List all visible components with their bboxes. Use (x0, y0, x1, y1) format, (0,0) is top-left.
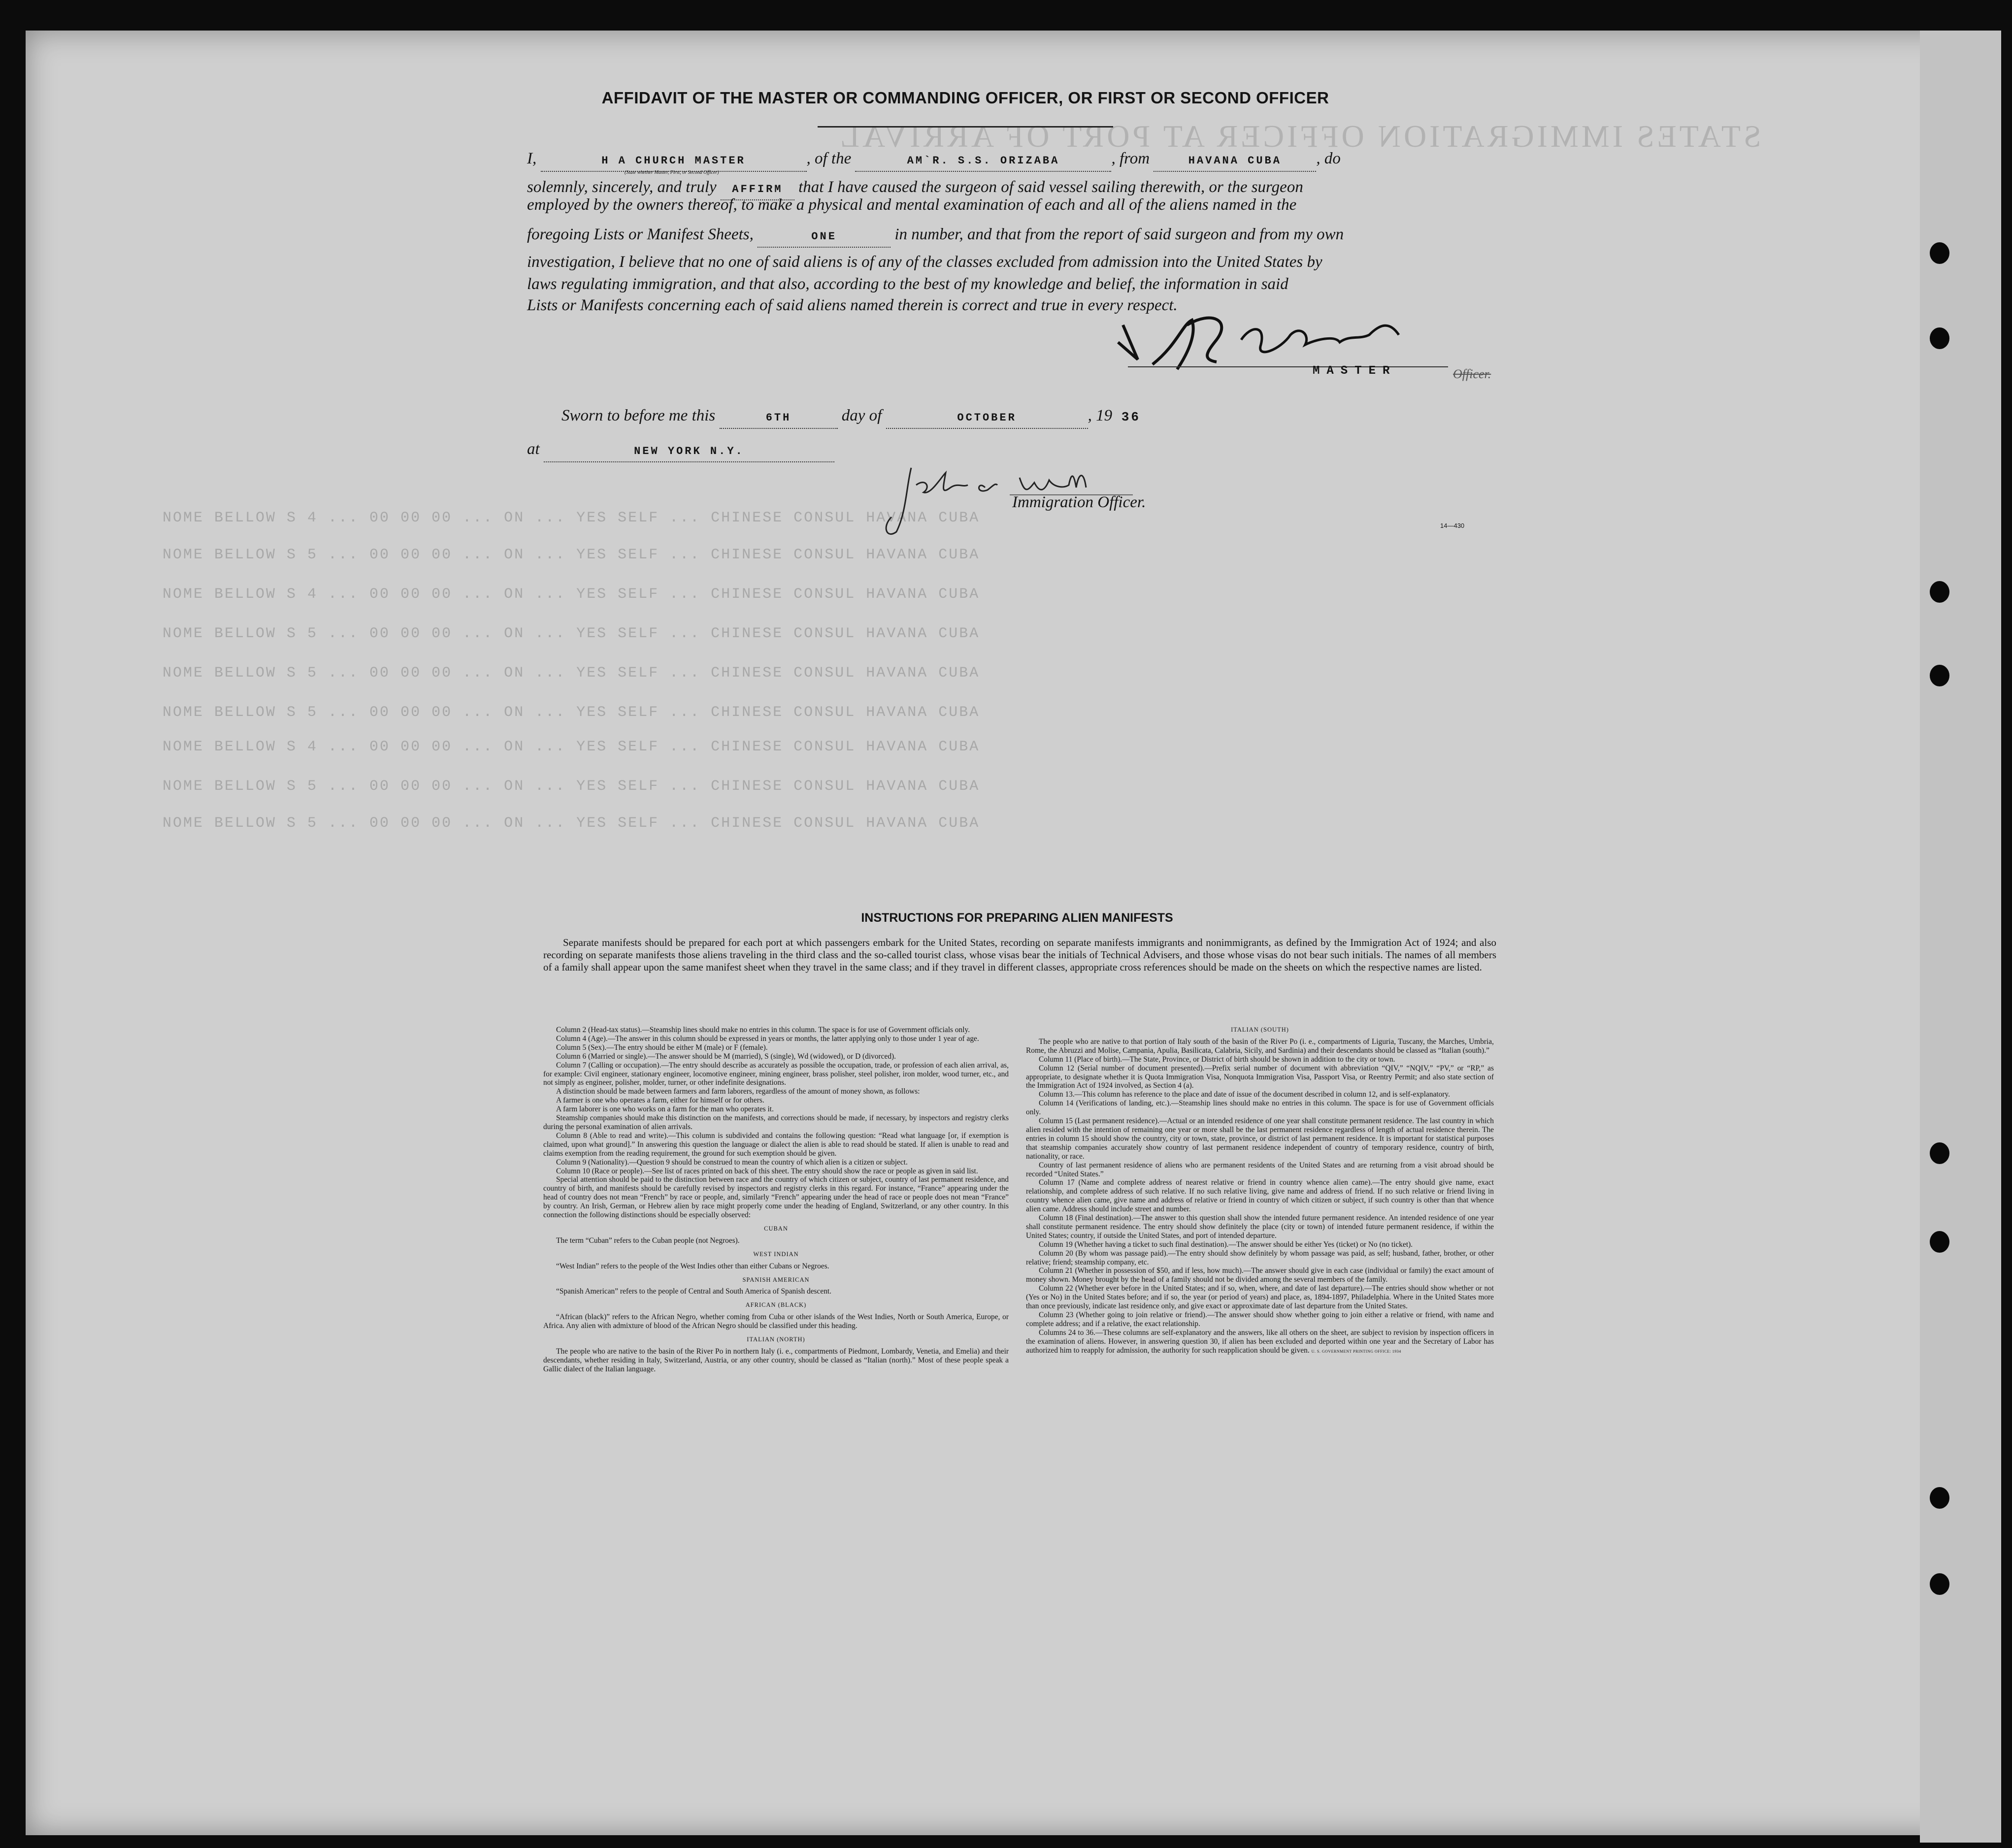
section-header: CUBAN (764, 1225, 788, 1232)
instruction-paragraph: A farmer is one who operates a farm, either for himself or for others. (556, 1096, 764, 1105)
instructions-left-column (543, 1026, 1009, 1374)
instruction-paragraph: The term “Cuban” refers to the Cuban people (not Negroes). (556, 1236, 740, 1245)
instructions-right-column (1026, 1026, 1494, 1356)
text: foregoing Lists or Manifest Sheets, (527, 226, 754, 243)
text: in number, and that from the report of said surgeon and from my own (894, 226, 1344, 243)
bleed-through-row: NOME BELLOW S 5 ... 00 00 00 ... ON ... YES SELF ... CHINESE CONSUL HAVANA CUBA (163, 704, 980, 721)
bleed-through-row: NOME BELLOW S 5 ... 00 00 00 ... ON ... YES SELF ... CHINESE CONSUL HAVANA CUBA (163, 547, 980, 563)
instruction-paragraph: “African (black)” refers to the African Negro, whether coming from Cuba or other islands of the West Indies, North or South America, Europe, or Africa. Any alien with admixture of blood of the African Negro should be classified under this heading. (543, 1313, 1009, 1330)
place-field: NEW YORK N.Y. (544, 442, 834, 462)
bleed-through-row: NOME BELLOW S 4 ... 00 00 00 ... ON ... YES SELF ... CHINESE CONSUL HAVANA CUBA (163, 739, 980, 755)
affidavit-line-3: employed by the owners thereof, to make a physical and mental examination of each and all of the aliens named in the (527, 196, 1297, 214)
vessel-field: AM`R. S.S. ORIZABA (855, 151, 1111, 172)
form-number: 14—430 (1440, 522, 1465, 529)
master-signature (1103, 305, 1458, 379)
instruction-paragraph: Column 18 (Final destination).—The answer to this question shall show the intended future permanent residence. An intended residence of one year shall constitute permanent residence. The entry should show definitely the place (city or town) of intended future permanent residence, if within the United States; country, if outside the United States, and port of intended departure. (1026, 1214, 1494, 1240)
affidavit-line-6: laws regulating immigration, and that also, according to the best of my knowledge and belief, the information in said (527, 275, 1288, 293)
instruction-paragraph: Column 23 (Whether going to join relative or friend).—The answer should show whether going to join either a relative or friend, with name and complete address; and if a relative, the exact relationship. (1026, 1311, 1494, 1328)
affidavit-line-1 (527, 149, 1341, 172)
master-name-field: H A CHURCH MASTER (541, 151, 807, 172)
instruction-paragraph: Column 17 (Name and complete address of nearest relative or friend in country whence alien came).—The entry should give name, exact relationship, and complete address of such relative. If no such relative living, give name and address of friend. If no such relative or friend living in country whence alien came, give name and address of relative or friend in country of which citizen or subject, if such country is other than that whence alien came. Address should include street and number. (1026, 1178, 1494, 1214)
signer-title: MASTER (1313, 364, 1397, 378)
instruction-paragraph: Column 4 (Age).—The answer in this column should be expressed in years or months, the latter applying only to those under 1 year of age. (556, 1034, 979, 1043)
instruction-paragraph: Column 6 (Married or single).—The answer should be M (married), S (single), Wd (widowed), or D (divorced). (556, 1052, 896, 1061)
text: at (527, 440, 540, 458)
instruction-paragraph: Column 7 (Calling or occupation).—The entry should describe as accurately as possible the occupation, trade, or profession of each alien arrival, as, for example: Civil engineer, stationary engineer, locomotive engineer, mining engineer, brass polisher, steel polisher, iron molder, wood turner, etc., and not simply as engineer, polisher, molder, turner, or other indefinite designations. (543, 1061, 1009, 1087)
instruction-paragraph: Column 10 (Race or people).—See list of races printed on back of this sheet. The entry should show the race or people as given in said list. (556, 1167, 978, 1175)
instruction-paragraph: Column 22 (Whether ever before in the United States; and if so, when, where, and date of last departure).—The entries should show whether or not (Yes or No) in the United States before; and if so, the year (or period of years) and place, as, 1894-1897, Philadelphia. Where in the United States more than once previously, indicate last residence only, and give exact or approximate date of last departure from the United States. (1026, 1284, 1494, 1311)
sworn-line (561, 406, 1146, 429)
printing-office-imprint: U. S. GOVERNMENT PRINTING OFFICE: 1934 (1311, 1349, 1401, 1354)
punch-hole (1930, 1231, 1949, 1253)
punch-hole (1930, 327, 1949, 349)
instruction-paragraph: Column 14 (Verifications of landing, etc.).—Steamship lines should make no entries in this column. The space is for use of Government officials only. (1026, 1099, 1494, 1117)
text: , do (1316, 150, 1341, 167)
day-field: 6TH (720, 408, 838, 429)
instruction-paragraph: “Spanish American” refers to the people of Central and South America of Spanish descent. (556, 1287, 832, 1296)
instruction-paragraph: Column 2 (Head-tax status).—Steamship lines should make no entries in this column. The space is for use of Government officials only. (556, 1026, 970, 1034)
instruction-paragraph: Column 5 (Sex).—The entry should be either M (male) or F (female). (556, 1043, 768, 1052)
text: Sworn to before me this (561, 407, 716, 424)
instruction-paragraph: Column 19 (Whether having a ticket to such final destination).—The answer should be either Yes (ticket) or No (no ticket). (1039, 1240, 1413, 1249)
text: , of the (806, 150, 852, 167)
bleed-through-row: NOME BELLOW S 4 ... 00 00 00 ... ON ... YES SELF ... CHINESE CONSUL HAVANA CUBA (163, 510, 980, 526)
instruction-paragraph: Special attention should be paid to the distinction between race and the country of which citizen or subject, country of last permanent residence, and country of birth, and manifests should be carefully revised by inspectors and registry clerks in this regard. For instance, “France” appearing under the head of country does not mean “French” by race or people, and, similarly “French” appearing under the head of race or people does not mean “France” by country. An Irish, German, or Hebrew alien by race might properly come under the heading of England, Switzerland, or any other country. In this connection the following distinctions should be especially observed: (543, 1175, 1009, 1220)
instruction-paragraph: Column 12 (Serial number of document presented).—Prefix serial number of document with abbreviation “QIV,” “NQIV,” “PV,” or “RP,” as appropriate, to designate whether it is Quota Immigration Visa, Nonquota Immigration Visa, Passport Visa, or Reentry Permit; and also state section of the Immigration Act of 1924 involved, as Section 4 (a). (1026, 1064, 1494, 1090)
bleed-through-row: NOME BELLOW S 5 ... 00 00 00 ... ON ... YES SELF ... CHINESE CONSUL HAVANA CUBA (163, 815, 980, 832)
sheet-right-edge (1920, 31, 2001, 1843)
year-field: 36 (1121, 410, 1141, 424)
instruction-paragraph: Column 11 (Place of birth).—The State, Province, or District of birth should be shown in addition to the city or town. (1039, 1055, 1395, 1064)
text: Columns 24 to 36.—These columns are self-explanatory and the answers, like all others on the sheet, are subject to revision by inspection officers in the examination of aliens. However, in answering question 30, if alien has been excluded and deported within one year and the Secretary of Labor has authorized him to reapply for admission, the authority for such reapplication should be given. (1026, 1328, 1494, 1355)
punch-hole (1930, 1142, 1949, 1164)
instruction-paragraph: The people who are native to the basin of the River Po in northern Italy (i. e., compartments of Piedmont, Lombardy, Venetia, and Emelia) and their descendants, whether residing in Italy, Switzerland, Austria, or any other country, should be classed as “Italian (north).” Most of these people speak a Gallic dialect of the Italian language. (543, 1347, 1009, 1373)
text: that I have caused the surgeon of said vessel sailing therewith, or the surgeon (798, 178, 1303, 196)
officer-note: (State whether Master, First, or Second Officer) (625, 170, 719, 175)
bleed-through-row: NOME BELLOW S 5 ... 00 00 00 ... ON ... YES SELF ... CHINESE CONSUL HAVANA CUBA (163, 625, 980, 642)
text: , 19 (1088, 407, 1113, 424)
instruction-paragraph: Country of last permanent residence of aliens who are permanent residents of the United States and are returning from a visit abroad should be recorded “United States.” (1026, 1161, 1494, 1178)
instruction-paragraph: Column 20 (By whom was passage paid).—The entry should show definitely by whom passage was paid, as self; husband, father, brother, or other relative; friend; steamship company, etc. (1026, 1249, 1494, 1266)
at-line (527, 439, 834, 462)
section-header: AFRICAN (BLACK) (745, 1301, 807, 1309)
section-header: ITALIAN (NORTH) (747, 1336, 805, 1343)
bleed-through-row: NOME BELLOW S 4 ... 00 00 00 ... ON ... YES SELF ... CHINESE CONSUL HAVANA CUBA (163, 586, 980, 603)
instruction-paragraph: Column 8 (Able to read and write).—This column is subdivided and contains the following question: “Read what language [or, if exemption is claimed, upon what ground].” In answering this question the language or dialect the alien is able to read should be stated. If alien is unable to read and claims exemption from the reading requirement, the ground for such exemption should be given. (543, 1131, 1009, 1158)
text: , from (1111, 150, 1150, 167)
punch-hole (1930, 1573, 1949, 1595)
title-underline (818, 126, 1113, 128)
text: I, (527, 150, 537, 167)
instruction-paragraph: Column 9 (Nationality).—Question 9 should be construed to mean the country of which alien is a citizen or subject. (556, 1158, 908, 1167)
affidavit-title: AFFIDAVIT OF THE MASTER OR COMMANDING OFFICER, OR FIRST OR SECOND OFFICER (601, 89, 1329, 107)
instruction-paragraph: “West Indian” refers to the people of the West Indies other than either Cubans or Negroes. (556, 1262, 829, 1270)
immigration-officer-label: Immigration Officer. (1012, 493, 1146, 511)
instruction-paragraph (1026, 1329, 1494, 1356)
instruction-paragraph: A farm laborer is one who works on a farm for the man who operates it. (556, 1105, 774, 1114)
bleed-through-header: STATES IMMIGRATION OFFICER AT PORT OF ARRIVAL (837, 119, 1761, 154)
section-header: SPANISH AMERICAN (742, 1276, 810, 1283)
instruction-paragraph: Column 21 (Whether in possession of $50, and if less, how much).—The answer should give in each case (individual or family) the exact amount of money shown. Money brought by the head of a family should not be divided among the several members of the family. (1026, 1266, 1494, 1284)
instructions-title: INSTRUCTIONS FOR PREPARING ALIEN MANIFESTS (861, 911, 1173, 925)
text: solemnly, sincerely, and truly (527, 178, 717, 196)
bleed-through-row: NOME BELLOW S 5 ... 00 00 00 ... ON ... YES SELF ... CHINESE CONSUL HAVANA CUBA (163, 778, 980, 795)
punch-hole (1930, 665, 1949, 686)
signer-title-struck: Officer. (1453, 367, 1491, 381)
from-port-field: HAVANA CUBA (1154, 151, 1316, 172)
punch-hole (1930, 1487, 1949, 1509)
instruction-paragraph: The people who are native to that portion of Italy south of the basin of the River Po (i. e., compartments of Liguria, Tuscany, the Marches, Umbria, Rome, the Abruzzi and Molise, Campania, Apulia, Basilicata, Calabria, Sicily, and Sardinia) and their descendants should be classed as “Italian (south).” (1026, 1037, 1494, 1055)
punch-hole (1930, 242, 1949, 264)
section-header: ITALIAN (SOUTH) (1231, 1026, 1289, 1033)
instruction-paragraph: Column 15 (Last permanent residence).—Actual or an intended residence of one year shall constitute permanent residence. The last country in which alien resided with the intention of remaining one year or more shall be the last permanent residence regardless of length of actual residence therein. The entries in column 15 should show the country, city or town, state, province, or district of last permanent residence. It is important for statistical purposes that steamship companies accurately show country of last permanent residence independent of country of temporary residence, country of birth, nationality, or race. (1026, 1117, 1494, 1161)
month-field: OCTOBER (886, 408, 1088, 429)
text: day of (841, 407, 882, 424)
affidavit-line-7: Lists or Manifests concerning each of said aliens named therein is correct and true in every respect. (527, 296, 1178, 314)
bleed-through-row: NOME BELLOW S 5 ... 00 00 00 ... ON ... YES SELF ... CHINESE CONSUL HAVANA CUBA (163, 665, 980, 681)
instruction-paragraph: Steamship companies should make this distinction on the manifests, and corrections should be made, if necessary, by inspectors and registry clerks during the personal examination of alien arrivals. (543, 1114, 1009, 1131)
punch-hole (1930, 581, 1949, 603)
instructions-intro: Separate manifests should be prepared for each port at which passengers embark for the United States, recording on separate manifests immigrants and nonimmigrants, as defined by the Immigration Act of 1924; and also recording on separate manifests those aliens traveling in the third class and the so-called tourist class, whose visas bear the initials of Technical Advisers, and those whose visas do not bear such initials. The names of all members of a family shall appear upon the same manifest sheet when they travel in the same class; and if they travel in different classes, appropriate cross references should be made on the sheets on which the respective names are listed. (543, 937, 1496, 973)
section-header: WEST INDIAN (753, 1250, 799, 1258)
affidavit-line-4 (527, 225, 1344, 248)
oath-field: AFFIRM (721, 180, 794, 200)
count-field: ONE (758, 227, 891, 248)
affidavit-line-5: investigation, I believe that no one of said aliens is of any of the classes excluded from admission into the United States by (527, 253, 1322, 271)
instruction-paragraph: A distinction should be made between farmers and farm laborers, regardless of the amount of money shown, as follows: (556, 1087, 920, 1096)
instruction-paragraph: Column 13.—This column has reference to the place and date of issue of the document described in column 12, and is self-explanatory. (1039, 1090, 1450, 1099)
